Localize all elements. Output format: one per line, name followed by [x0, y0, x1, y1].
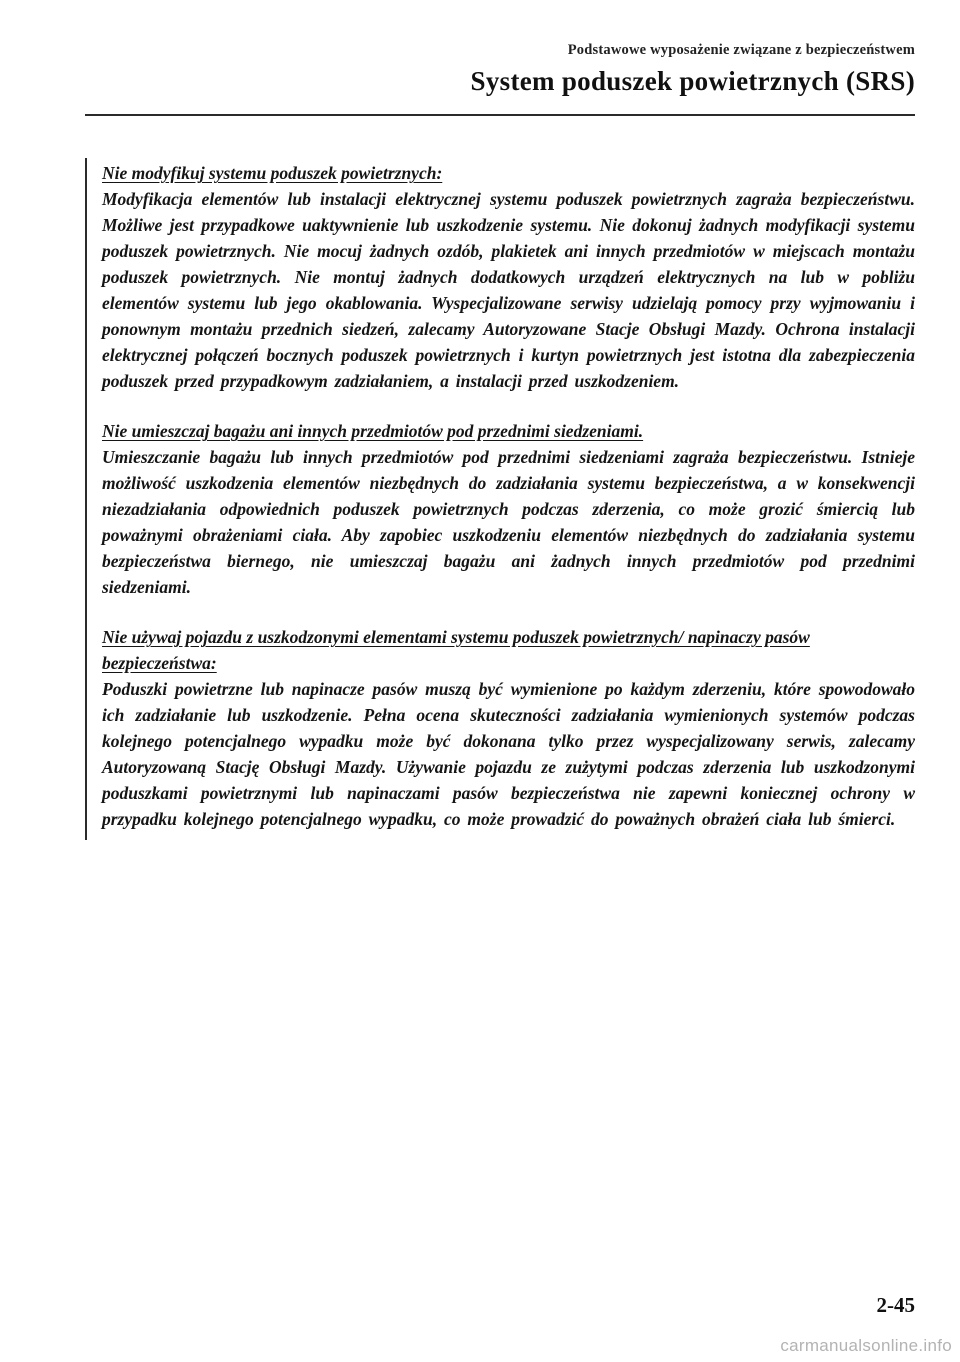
warning-section	[102, 624, 915, 832]
warning-section	[102, 160, 915, 394]
warning-heading: Nie używaj pojazdu z uszkodzonymi elementami systemu poduszek powietrznych/ napinaczy pasów bezpieczeństwa:	[102, 627, 810, 673]
warning-heading: Nie modyfikuj systemu poduszek powietrznych:	[102, 163, 443, 183]
warning-body: Poduszki powietrzne lub napinacze pasów muszą być wymienione po każdym zderzeniu, które spowodowało ich zadziałanie lub uszkodzenie. Pełna ocena skuteczności zadziałania wymienionych systemów podczas kolejnego potencjalnego wypadku może być dokonana tylko przez wyspecjalizowany serwis, zalecamy Autoryzowaną Stację Obsługi Mazdy. Używanie pojazdu ze zużytymi podczas zderzenia lub uszkodzonymi poduszkami powietrznymi lub napinaczami pasów bezpieczeństwa nie zapewni koniecznej ochrony w przypadku kolejnego potencjalnego wypadku, co może prowadzić do poważnych obrażeń ciała lub śmierci.	[102, 679, 915, 829]
page-title: System poduszek powietrznych (SRS)	[470, 66, 915, 96]
warning-body: Umieszczanie bagażu lub innych przedmiotów pod przednimi siedzeniami zagraża bezpieczeństwu. Istnieje możliwość uszkodzenia elementów niezbędnych do zadziałania systemu bezpieczeństwa, a w konsekwencji niezadziałania odpowiednich poduszek powietrznych podczas zderzenia, co może grozić śmiercią lub poważnymi obrażeniami ciała. Aby zapobiec uszkodzeniu elementów niezbędnych do zadziałania systemu bezpieczeństwa biernego, nie umieszczaj bagażu ani żadnych innych przedmiotów pod przednimi siedzeniami.	[102, 447, 915, 597]
page-header	[85, 42, 915, 97]
warning-heading: Nie umieszczaj bagażu ani innych przedmiotów pod przednimi siedzeniami.	[102, 421, 644, 441]
chapter-subtitle: Podstawowe wyposażenie związane z bezpieczeństwem	[567, 42, 915, 58]
page-number: 2-45	[876, 1293, 915, 1317]
watermark: carmanualsonline.info	[780, 1336, 952, 1355]
header-divider	[85, 114, 915, 116]
warning-block	[85, 158, 915, 840]
warning-body: Modyfikacja elementów lub instalacji elektrycznej systemu poduszek powietrznych zagraża bezpieczeństwu. Możliwe jest przypadkowe uaktywnienie lub uszkodzenie systemu. Nie dokonuj żadnych modyfikacji systemu poduszek powietrznych. Nie mocuj żadnych ozdób, plakietek ani innych przedmiotów w miejscach montażu poduszek powietrznych. Nie montuj żadnych dodatkowych urządzeń elektrycznych na lub w pobliżu elementów systemu lub jego okablowania. Wyspecjalizowane serwisy udzielają pomocy przy wyjmowaniu i ponownym montażu przednich siedzeń, zalecamy Autoryzowane Stacje Obsługi Mazdy. Ochrona instalacji elektrycznej połączeń bocznych poduszek powietrznych i kurtyn powietrznych jest istotna dla zabezpieczenia poduszek przed przypadkowym zadziałaniem, a instalacji przed uszkodzeniem.	[102, 189, 915, 391]
warning-section	[102, 418, 915, 600]
